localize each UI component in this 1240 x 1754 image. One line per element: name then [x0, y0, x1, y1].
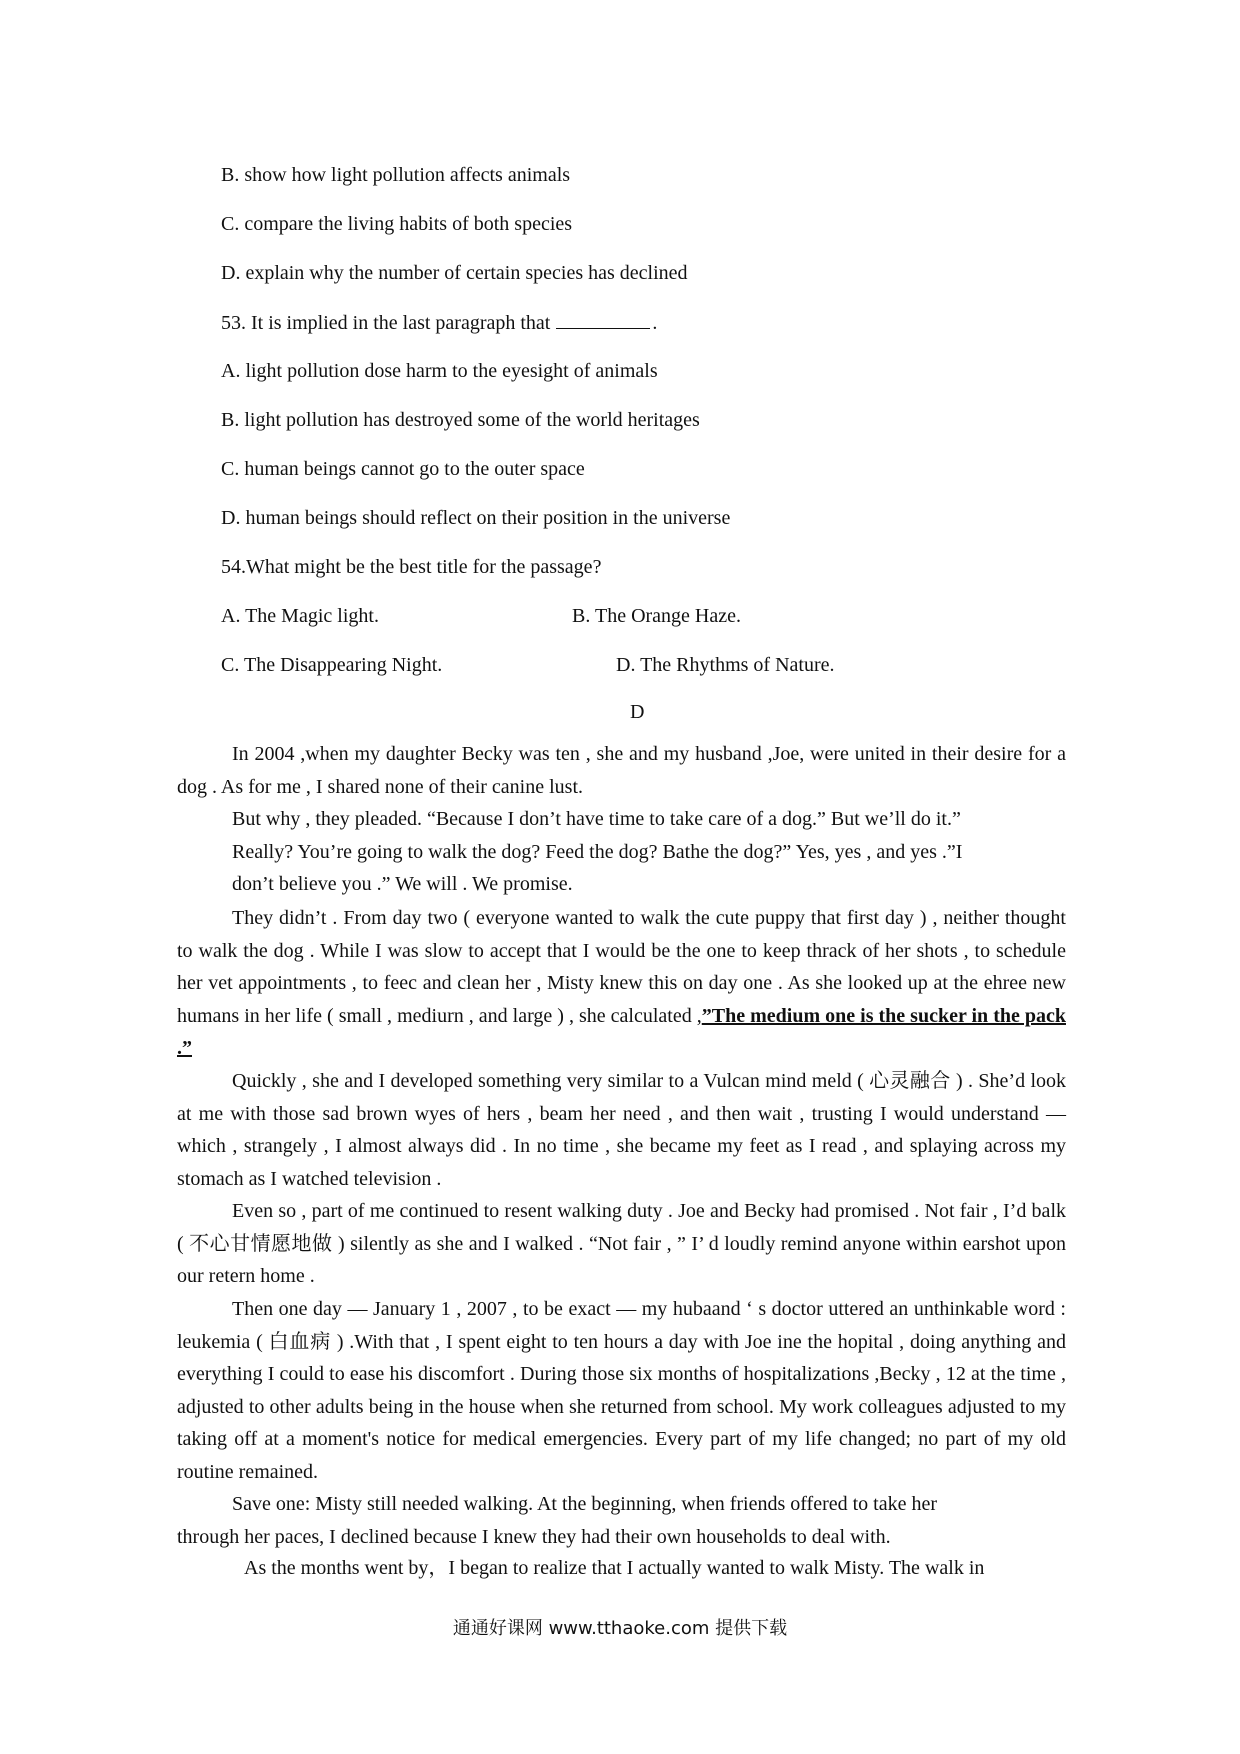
q54-stem: 54.What might be the best title for the passage? — [221, 556, 602, 578]
q54-option-b: B. The Orange Haze. — [572, 605, 742, 627]
q53-option-b: B. light pollution has destroyed some of the world heritages — [221, 409, 700, 431]
paragraph-5: Even so , part of me continued to resent walking duty . Joe and Becky had promised . Not fair , I’d balk ( 不心甘情愿地做 ) silently as she and I walked . “Not fair , ” I’ d loudly remind anyone within earshot upon our retern home . — [177, 1200, 1066, 1288]
paragraph-6: Then one day — January 1 , 2007 , to be exact — my hubaand ‘ s doctor uttered an unthinkable word : leukemia ( 白血病 ) .With that , I spent eight to ten hours a day with Joe ine the hopital , doing anything and everything I could to ease his discomfort . During those six months of hospitalizations ,Becky , 12 at the time , adjusted to other adults being in the house when she returned from school. My work colleagues adjusted to my taking off at a moment's notice for medical emergencies. Every part of my life changed; no part of my old routine remained. — [177, 1298, 1066, 1483]
q53-option-c: C. human beings cannot go to the outer space — [221, 458, 585, 480]
paragraph-2-line-1: But why , they pleaded. “Because I don’t have time to take care of a dog.” But we’ll do it.” — [232, 808, 961, 830]
paragraph-1: In 2004 ,when my daughter Becky was ten , she and my husband ,Joe, were united in their desire for a dog . As for me , I shared none of their canine lust. — [177, 743, 1066, 798]
paragraph-3 — [177, 902, 1066, 1065]
paragraph-2-line-3: don’t believe you .” We will . We promise. — [232, 873, 573, 895]
q53-option-a: A. light pollution dose harm to the eyesight of animals — [221, 360, 658, 382]
paragraph-7-line-1: Save one: Misty still needed walking. At the beginning, when friends offered to take her — [232, 1493, 938, 1515]
q54-option-d: D. The Rhythms of Nature. — [616, 654, 835, 676]
paragraph-3-text: They didn’t . From day two ( everyone wanted to walk the cute puppy that first day ) , neither thought to walk the dog . While I was slow to accept that I would be the one to keep thrack of her shots , to schedule her vet appointments , to feec and clean her , Misty knew this on day one . As she looked up at the ehree new humans in her life ( small , mediurn , and large ) , she calculated , — [177, 907, 1066, 1027]
paragraph-2-line-2: Really? You’re going to walk the dog? Feed the dog? Bathe the dog?” Yes, yes , and yes .”I — [232, 841, 963, 863]
q54-option-c: C. The Disappearing Night. — [221, 654, 443, 676]
answer-blank — [556, 310, 650, 329]
paragraph-7-line-2: through her paces, I declined because I knew they had their own households to deal with. — [177, 1526, 891, 1548]
paragraph-4: Quickly , she and I developed something very similar to a Vulcan mind meld ( 心灵融合 ) . She’d look at me with those sad brown wyes of hers , beam her need , and then wait , trusting I would understand — which , strangely , I almost always did . In no time , she became my feet as I read , and splaying across my stomach as I watched television . — [177, 1070, 1066, 1190]
page-footer: 通通好课网 www.tthaoke.com 提供下载 — [452, 1618, 788, 1639]
highlighted-quote: ”The medium one is the sucker in the pack .” — [177, 1004, 1066, 1060]
section-title: D — [630, 701, 645, 723]
paragraph-8-line-1: As the months went by，I began to realize that I actually wanted to walk Misty. The walk in — [244, 1557, 985, 1579]
q53-stem: 53. It is implied in the last paragraph that — [221, 312, 551, 334]
q52-option-c: C. compare the living habits of both species — [221, 213, 573, 235]
q54-option-a: A. The Magic light. — [221, 605, 379, 627]
q52-option-b: B. show how light pollution affects animals — [221, 164, 571, 186]
q53-stem-line: 53. It is implied in the last paragraph that . — [221, 312, 658, 334]
q53-option-d: D. human beings should reflect on their position in the universe — [221, 507, 731, 529]
q52-option-d: D. explain why the number of certain species has declined — [221, 262, 688, 284]
